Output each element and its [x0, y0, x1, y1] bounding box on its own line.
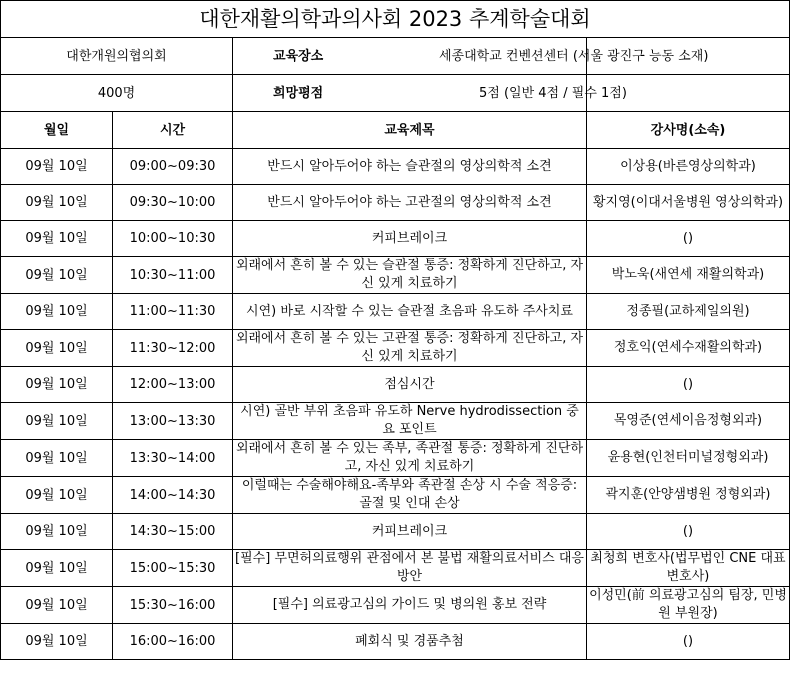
table-row — [1, 624, 790, 660]
cell-date: 09월 10일 — [1, 294, 113, 330]
cell-date: 09월 10일 — [1, 257, 113, 294]
header-row — [1, 112, 790, 149]
header-speaker: 강사명(소속) — [587, 112, 790, 149]
cell-topic: 점심시간 — [233, 367, 587, 403]
title-row — [1, 1, 790, 38]
info-row-venue — [1, 38, 790, 75]
table-row — [1, 440, 790, 477]
cell-date: 09월 10일 — [1, 330, 113, 367]
venue-label: 교육장소 — [233, 38, 587, 75]
cell-date: 09월 10일 — [1, 514, 113, 550]
table-row — [1, 403, 790, 440]
cell-speaker: 정종필(교하제일의원) — [587, 294, 790, 330]
cell-time: 15:30~16:00 — [113, 587, 233, 624]
cell-date: 09월 10일 — [1, 440, 113, 477]
cell-speaker: 박노욱(새연세 재활의학과) — [587, 257, 790, 294]
cell-speaker: 이상용(바른영상의학과) — [587, 149, 790, 185]
cell-time: 11:00~11:30 — [113, 294, 233, 330]
cell-topic: 외래에서 흔히 볼 수 있는 슬관절 통증: 정확하게 진단하고, 자신 있게 치료하기 — [233, 257, 587, 294]
cell-speaker: 최청희 변호사(법무법인 CNE 대표변호사) — [587, 550, 790, 587]
cell-date: 09월 10일 — [1, 624, 113, 660]
table-row — [1, 330, 790, 367]
cell-time: 15:00~15:30 — [113, 550, 233, 587]
header-time: 시간 — [113, 112, 233, 149]
cell-date: 09월 10일 — [1, 477, 113, 514]
cell-topic: 외래에서 흔히 볼 수 있는 고관절 통증: 정확하게 진단하고, 자신 있게 치료하기 — [233, 330, 587, 367]
table-row — [1, 221, 790, 257]
cell-topic: [필수] 의료광고심의 가이드 및 병의원 홍보 전략 — [233, 587, 587, 624]
cell-speaker: 목영준(연세이음정형외과) — [587, 403, 790, 440]
cell-time: 10:00~10:30 — [113, 221, 233, 257]
cell-time: 13:30~14:00 — [113, 440, 233, 477]
cell-topic: 시연) 골반 부위 초음파 유도하 Nerve hydrodissection 중요 포인트 — [233, 403, 587, 440]
page-title: 대한재활의학과의사회 2023 추계학술대회 — [1, 1, 790, 38]
table-row — [1, 514, 790, 550]
organizer: 대한개원의협의회 — [1, 38, 233, 75]
cell-time: 16:00~16:00 — [113, 624, 233, 660]
cell-date: 09월 10일 — [1, 550, 113, 587]
table-row — [1, 294, 790, 330]
table-row — [1, 477, 790, 514]
cell-date: 09월 10일 — [1, 403, 113, 440]
cell-date: 09월 10일 — [1, 221, 113, 257]
cell-date: 09월 10일 — [1, 587, 113, 624]
cell-topic: 커피브레이크 — [233, 514, 587, 550]
cell-time: 10:30~11:00 — [113, 257, 233, 294]
table-row — [1, 367, 790, 403]
table-row — [1, 185, 790, 221]
cell-speaker: () — [587, 367, 790, 403]
venue-value: 세종대학교 컨벤션센터 (서울 광진구 능동 소재) — [437, 38, 640, 75]
table-row — [1, 550, 790, 587]
header-date: 월일 — [1, 112, 113, 149]
credits-label: 희망평점 — [233, 75, 587, 112]
cell-topic: 시연) 바로 시작할 수 있는 슬관절 초음파 유도하 주사치료 — [233, 294, 587, 330]
cell-date: 09월 10일 — [1, 185, 113, 221]
cell-time: 13:00~13:30 — [113, 403, 233, 440]
table-row — [1, 257, 790, 294]
cell-time: 11:30~12:00 — [113, 330, 233, 367]
cell-speaker: () — [587, 514, 790, 550]
cell-time: 09:30~10:00 — [113, 185, 233, 221]
cell-date: 09월 10일 — [1, 367, 113, 403]
table-row — [1, 149, 790, 185]
cell-topic: 외래에서 흔히 볼 수 있는 족부, 족관절 통증: 정확하게 진단하고, 자신 있게 치료하기 — [233, 440, 587, 477]
cell-topic: 폐회식 및 경품추첨 — [233, 624, 587, 660]
cell-speaker: () — [587, 624, 790, 660]
cell-time: 14:30~15:00 — [113, 514, 233, 550]
cell-time: 09:00~09:30 — [113, 149, 233, 185]
cell-speaker: () — [587, 221, 790, 257]
cell-time: 12:00~13:00 — [113, 367, 233, 403]
cell-date: 09월 10일 — [1, 149, 113, 185]
cell-speaker: 이성민(前 의료광고심의 팀장, 민병원 부원장) — [587, 587, 790, 624]
header-topic: 교육제목 — [233, 112, 587, 149]
cell-time: 14:00~14:30 — [113, 477, 233, 514]
table-row — [1, 587, 790, 624]
cell-speaker: 황지영(이대서울병원 영상의학과) — [587, 185, 790, 221]
cell-topic: 반드시 알아두어야 하는 고관절의 영상의학적 소견 — [233, 185, 587, 221]
capacity: 400명 — [1, 75, 233, 112]
cell-speaker: 정호익(연세수재활의학과) — [587, 330, 790, 367]
cell-topic: 커피브레이크 — [233, 221, 587, 257]
cell-topic: [필수] 무면허의료행위 관점에서 본 불법 재활의료서비스 대응방안 — [233, 550, 587, 587]
credits-value: 5점 (일반 4점 / 필수 1점) — [477, 75, 680, 112]
info-row-credits — [1, 75, 790, 112]
cell-topic: 반드시 알아두어야 하는 슬관절의 영상의학적 소견 — [233, 149, 587, 185]
cell-topic: 이럴때는 수술해야해요-족부와 족관절 손상 시 수술 적응증: 골절 및 인대 손상 — [233, 477, 587, 514]
cell-speaker: 곽지훈(안양샘병원 정형외과) — [587, 477, 790, 514]
cell-speaker: 윤용현(인천터미널정형외과) — [587, 440, 790, 477]
